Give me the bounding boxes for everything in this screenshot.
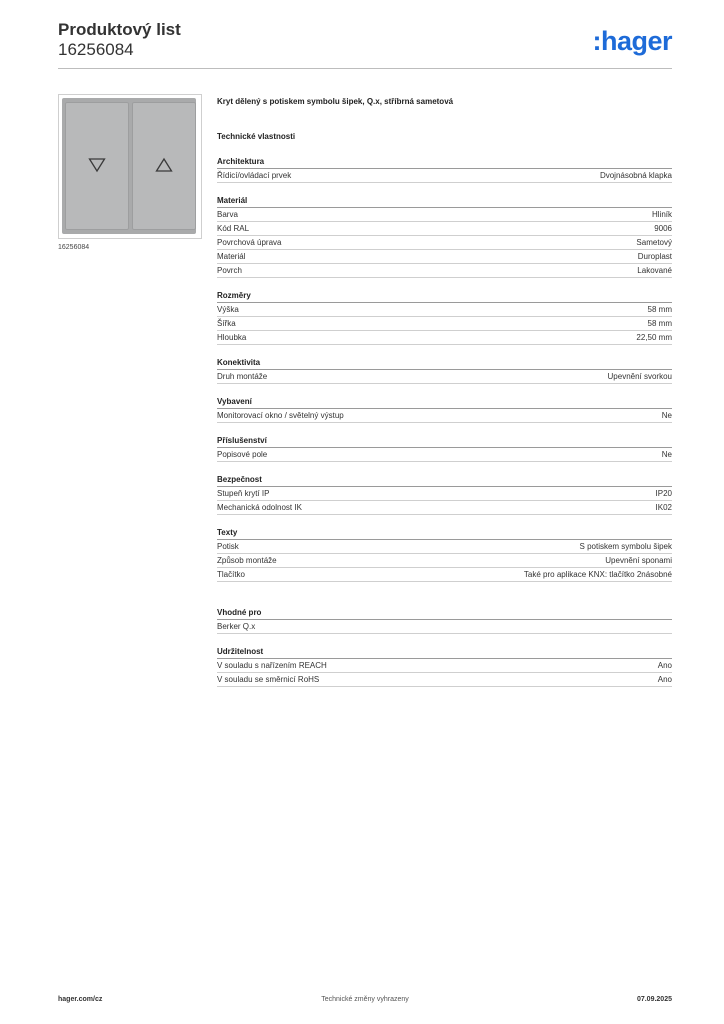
spec-value: Také pro aplikace KNX: tlačítko 2násobné [523, 570, 672, 579]
spec-value: Duroplast [637, 252, 672, 261]
spec-row [217, 409, 672, 423]
group-title: Bezpečnost [217, 473, 672, 487]
spec-value: Ano [657, 661, 672, 670]
spec-group [217, 645, 672, 687]
spec-value: Upevnění svorkou [607, 372, 672, 381]
spec-value: Ne [661, 411, 672, 420]
group-title: Udržitelnost [217, 645, 672, 659]
spec-label: Povrch [217, 266, 242, 275]
spec-value: Lakované [637, 266, 672, 275]
group-title: Konektivita [217, 356, 672, 370]
spec-group [217, 526, 672, 582]
spec-value: S potiskem symbolu šipek [579, 542, 672, 551]
spec-group [217, 473, 672, 515]
spec-value: Hliník [651, 210, 672, 219]
spec-row [217, 501, 672, 515]
triangle-up-icon [155, 157, 173, 173]
spec-group [217, 194, 672, 278]
spec-label: Barva [217, 210, 238, 219]
spec-value: 22,50 mm [636, 333, 672, 342]
spec-label: Hloubka [217, 333, 247, 342]
spec-value: 9006 [654, 224, 672, 233]
spec-label: Berker Q.x [217, 622, 256, 631]
spec-groups [217, 155, 672, 582]
spec-row [217, 448, 672, 462]
spec-row [217, 169, 672, 183]
spec-row [217, 673, 672, 687]
spec-row [217, 208, 672, 222]
spec-value: Ano [657, 675, 672, 684]
footer-website: hager.com/cz [58, 996, 103, 1003]
image-caption: 16256084 [58, 244, 90, 251]
spec-label: Řídicí/ovládací prvek [217, 171, 292, 180]
spec-row [217, 568, 672, 582]
cover-plate [62, 98, 196, 234]
spec-row [217, 540, 672, 554]
spec-label: V souladu s nařízením REACH [217, 661, 327, 670]
group-title: Vhodné pro [217, 606, 672, 620]
footer-note: Technické změny vyhrazeny [321, 996, 409, 1003]
suitable-for-section [217, 606, 672, 634]
spec-row [217, 554, 672, 568]
spec-label: Tlačítko [217, 570, 246, 579]
spec-row [217, 659, 672, 673]
product-number: 16256084 [58, 40, 134, 59]
group-title: Rozměry [217, 289, 672, 303]
spec-value: Dvojnásobná klapka [599, 171, 672, 180]
spec-row [217, 264, 672, 278]
spec-label: Monitorovací okno / světelný výstup [217, 411, 344, 420]
spec-label: Výška [217, 305, 239, 314]
group-title: Texty [217, 526, 672, 540]
spec-group [217, 395, 672, 423]
spec-row [217, 236, 672, 250]
spec-group [217, 356, 672, 384]
spec-value: Upevnění sponami [605, 556, 672, 565]
spec-row [217, 370, 672, 384]
spec-value: Sametový [636, 238, 672, 247]
spec-value: Ne [661, 450, 672, 459]
spec-group [217, 289, 672, 345]
spec-label: Druh montáže [217, 372, 268, 381]
group-title: Materiál [217, 194, 672, 208]
rocker-left [65, 102, 129, 230]
spec-label: Mechanická odolnost IK [217, 503, 302, 512]
spec-label: Kód RAL [217, 224, 250, 233]
footer-date: 07.09.2025 [636, 996, 672, 1003]
triangle-down-icon [88, 157, 106, 173]
spec-group [217, 434, 672, 462]
product-name: Kryt dělený s potiskem symbolu šipek, Q.x, stříbrná sametová [217, 97, 454, 106]
header-divider [58, 68, 672, 69]
sustainability-section [217, 645, 672, 687]
spec-group [217, 155, 672, 183]
rocker-right [132, 102, 196, 230]
spec-label: Povrchová úprava [217, 238, 282, 247]
spec-row [217, 250, 672, 264]
hager-logo: :hager [592, 26, 672, 56]
spec-row [217, 303, 672, 317]
page-header [58, 20, 181, 60]
tech-properties-title: Technické vlastnosti [217, 132, 296, 141]
spec-row [217, 317, 672, 331]
spec-group [217, 606, 672, 634]
product-image [58, 94, 202, 239]
spec-label: Šířka [217, 319, 236, 328]
spec-value: IP20 [655, 489, 672, 498]
spec-value: 58 mm [647, 319, 672, 328]
spec-row [217, 331, 672, 345]
spec-label: Stupeň krytí IP [217, 489, 270, 498]
spec-row [217, 620, 672, 634]
page-footer [58, 996, 672, 1008]
group-title: Příslušenství [217, 434, 672, 448]
spec-value: IK02 [655, 503, 672, 512]
group-title: Vybavení [217, 395, 672, 409]
spec-row [217, 487, 672, 501]
group-title: Architektura [217, 155, 672, 169]
spec-label: Materiál [217, 252, 246, 261]
spec-label: Způsob montáže [217, 556, 277, 565]
spec-label: V souladu se směrnicí RoHS [217, 675, 320, 684]
spec-value: 58 mm [647, 305, 672, 314]
spec-row [217, 222, 672, 236]
page-title: Produktový list [58, 20, 181, 39]
spec-label: Potisk [217, 542, 239, 551]
spec-content [217, 96, 672, 687]
spec-label: Popisové pole [217, 450, 268, 459]
